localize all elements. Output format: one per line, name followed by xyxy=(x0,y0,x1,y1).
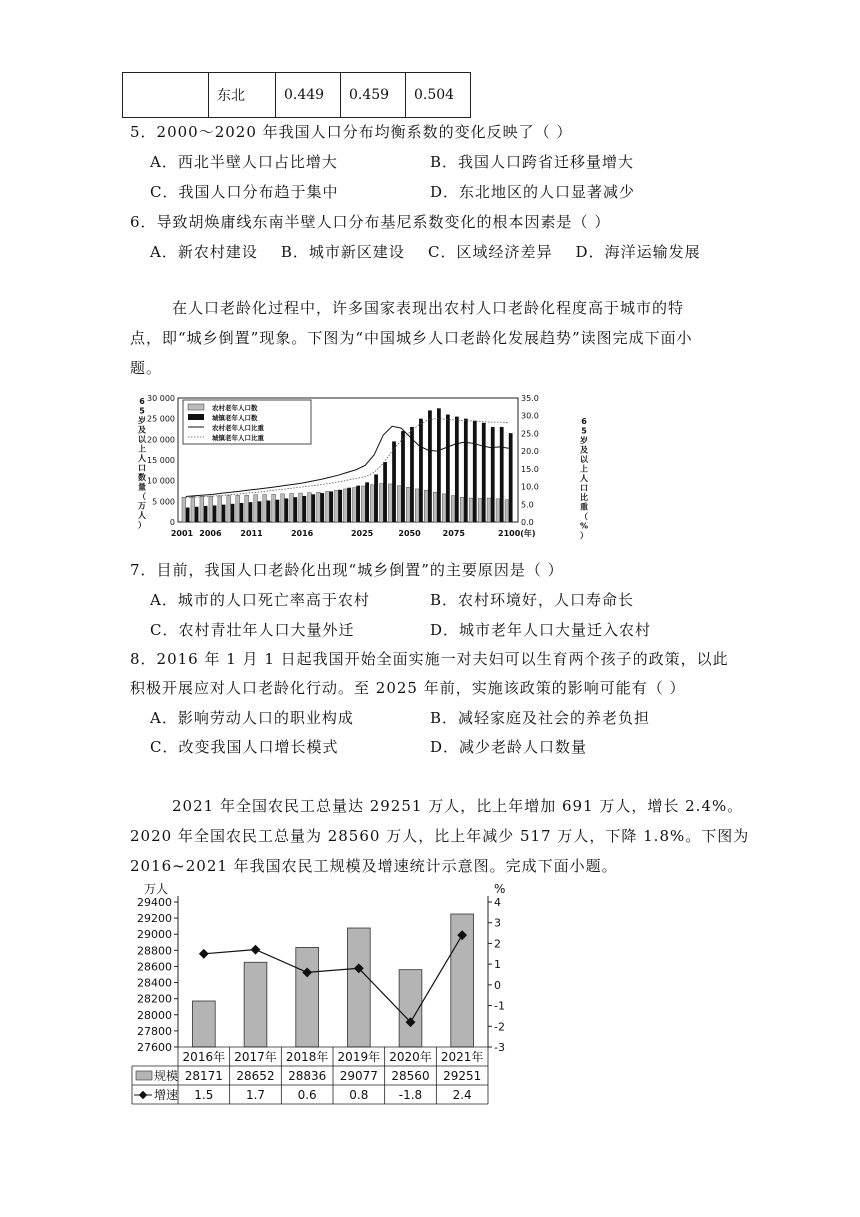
right-tick-label: 3 xyxy=(494,916,501,930)
data-label: 1.7 xyxy=(245,1088,266,1102)
rural-count-bar xyxy=(299,493,303,522)
right-axis-label-char: 及 xyxy=(580,445,588,455)
urban-count-bar xyxy=(240,503,244,522)
scale-bar xyxy=(347,928,370,1047)
left-unit-label: 万人 xyxy=(144,882,169,896)
right-tick-label: 0.0 xyxy=(521,518,534,527)
right-axis-label-char: % xyxy=(579,521,589,531)
data-label: 0.6 xyxy=(297,1088,317,1102)
left-tick-label: 27600 xyxy=(137,1041,172,1054)
q8-option-b[interactable]: B．减轻家庭及社会的养老负担 xyxy=(430,709,651,727)
left-tick-label: 29200 xyxy=(137,912,172,926)
left-tick-label: 5 000 xyxy=(152,497,175,507)
q5-option-d[interactable]: D．东北地区的人口显著减少 xyxy=(430,183,636,201)
passage-2-line: 2020 年全国农民工总量为 28560 万人，比上年减少 517 万人，下降 1.8%。下图为 xyxy=(130,827,750,845)
left-axis-label-char: （ xyxy=(138,492,146,501)
passage-1-line: 在人口老龄化过程中，许多国家表现出农村人口老龄化程度高于城市的特 xyxy=(172,299,685,317)
x-tick-label: 2025 xyxy=(350,529,374,538)
urban-count-bar xyxy=(204,506,208,522)
right-tick-label: 2 xyxy=(494,937,501,951)
left-axis-label-char: 及 xyxy=(138,425,146,435)
passage-1-line: 点，即“城乡倒置”现象。下图为“中国城乡人口老龄化发展趋势”读图完成下面小 xyxy=(130,329,693,347)
coefficient-table xyxy=(122,72,471,118)
left-axis-label-char: 人 xyxy=(138,454,146,463)
right-tick-label: 15.0 xyxy=(521,464,539,474)
question-7-stem: 7．目前，我国人口老龄化出现“城乡倒置”的主要原因是（ ） xyxy=(130,561,564,579)
urban-count-bar xyxy=(249,502,253,522)
left-tick-label: 25 000 xyxy=(147,414,175,424)
q8-option-d[interactable]: D．减少老龄人口数量 xyxy=(430,738,588,756)
left-axis-label-char: 6 xyxy=(139,397,145,406)
rural-count-bar xyxy=(254,495,258,522)
urban-count-bar xyxy=(392,441,396,522)
line-group xyxy=(199,930,467,1027)
rural-count-bar xyxy=(505,500,509,522)
right-axis-label-char: 6 xyxy=(581,417,587,426)
urban-count-bar xyxy=(231,504,235,522)
urban-count-bar xyxy=(267,501,271,522)
rural-count-bar xyxy=(218,496,222,522)
right-unit-label: % xyxy=(494,882,506,896)
left-tick-label: 30 000 xyxy=(147,394,175,403)
rural-count-bar xyxy=(478,498,482,522)
left-axis-label-char: ） xyxy=(138,520,146,530)
category-label: 2020年 xyxy=(389,1050,432,1064)
series-name: 规模 xyxy=(154,1069,179,1083)
left-tick-label: 20 000 xyxy=(147,435,175,445)
urban-count-bar xyxy=(338,490,342,522)
right-axis-label-char: 以 xyxy=(580,455,588,464)
left-tick-label: 10 000 xyxy=(147,476,175,486)
right-axis-label xyxy=(580,417,589,540)
rural-count-bar xyxy=(245,495,249,522)
rural-count-bar xyxy=(236,495,240,522)
right-axis-label-char: ） xyxy=(580,531,588,540)
left-tick-label: 28200 xyxy=(137,992,172,1006)
urban-count-bar xyxy=(374,474,378,522)
urban-count-bar xyxy=(509,433,513,522)
right-tick-label: 0 xyxy=(494,978,501,992)
data-label: 2.4 xyxy=(452,1088,472,1102)
urban-count-bar xyxy=(275,500,279,522)
urban-count-bar xyxy=(311,494,315,522)
legend-swatch-urban xyxy=(188,414,204,420)
category-label: 2016年 xyxy=(182,1050,226,1064)
legend-swatch-rural xyxy=(188,404,204,410)
category-label: 2018年 xyxy=(285,1050,329,1064)
urban-count-bar xyxy=(437,408,441,522)
right-axis-label-char: 比 xyxy=(580,493,588,502)
rural-count-bar xyxy=(397,486,401,522)
right-axis-label-char: 重 xyxy=(580,502,588,512)
growth-line xyxy=(204,935,462,1022)
rural-count-bar xyxy=(370,485,374,522)
left-axis-label-char: 上 xyxy=(138,444,146,454)
right-tick-label: -2 xyxy=(494,1020,505,1034)
urban-count-bar xyxy=(446,415,450,522)
left-axis-label-char: 数 xyxy=(138,473,146,482)
legend-swatch-scale xyxy=(136,1071,152,1080)
table-cell-empty xyxy=(123,73,209,118)
right-axis-label-char: 上 xyxy=(580,464,588,474)
q7-option-c[interactable]: C．农村青壮年人口大量外迁 xyxy=(150,621,355,639)
rural-count-bar xyxy=(290,493,294,522)
passage-2-line: 2021 年全国农民工总量达 29251 万人，比上年增加 691 万人，增长 2.4%。 xyxy=(172,797,744,815)
passage-2-line: 2016~2021 年我国农民工规模及增速统计示意图。完成下面小题。 xyxy=(130,857,618,875)
q5-option-a[interactable]: A．西北半壁人口占比增大 xyxy=(150,153,338,171)
x-tick-label: 2100(年) xyxy=(498,529,536,538)
data-label: 29077 xyxy=(339,1069,378,1083)
rural-count-bar xyxy=(344,489,348,522)
q6-options[interactable]: A．新农村建设 B．城市新区建设 C．区域经济差异 D．海洋运输发展 xyxy=(150,243,701,261)
urban-count-bar xyxy=(347,488,351,522)
question-8-stem: 8．2016 年 1 月 1 日起我国开始全面实施一对夫妇可以生育两个孩子的政策，以此 xyxy=(130,650,729,668)
rural-count-bar xyxy=(352,488,356,522)
left-tick-label: 29400 xyxy=(137,896,172,909)
rural-count-bar xyxy=(379,484,383,522)
rural-count-bar xyxy=(272,494,276,522)
rural-count-bar xyxy=(227,496,231,522)
urban-count-bar xyxy=(293,497,297,522)
rural-count-bar xyxy=(263,495,267,522)
rural-count-bar xyxy=(469,498,473,522)
data-label: 28652 xyxy=(236,1069,275,1083)
urban-count-bar xyxy=(464,419,468,522)
urban-count-bar xyxy=(419,419,423,522)
data-label: 29251 xyxy=(443,1069,482,1083)
data-label: 28560 xyxy=(391,1069,430,1083)
rural-count-bar xyxy=(191,497,195,522)
left-tick-label: 28600 xyxy=(137,960,172,974)
urban-count-bar xyxy=(356,486,360,522)
rural-count-bar xyxy=(326,491,330,522)
category-label: 2017年 xyxy=(234,1050,277,1064)
rural-count-bar xyxy=(496,499,500,522)
rural-count-bar xyxy=(424,490,428,522)
left-axis-label-char: 人 xyxy=(138,511,146,520)
right-tick-label: 4 xyxy=(494,896,501,909)
legend-swatch-growth-marker xyxy=(139,1091,147,1099)
category-label: 2021年 xyxy=(440,1050,484,1064)
urban-count-bar xyxy=(302,496,306,522)
left-tick-label: 15 000 xyxy=(147,456,175,465)
data-label: -1.8 xyxy=(398,1088,423,1102)
urban-count-bar xyxy=(365,482,369,522)
right-axis-label-char: （ xyxy=(580,512,588,521)
data-label: 1.5 xyxy=(194,1088,214,1102)
data-label: 28836 xyxy=(288,1069,327,1083)
left-axis-label-char: 量 xyxy=(138,482,146,492)
left-axis-label-char: 口 xyxy=(138,463,146,473)
rural-count-bar xyxy=(361,486,365,522)
right-axis-label-char: 岁 xyxy=(580,436,588,445)
chart-frame xyxy=(174,896,492,1047)
rural-count-bar xyxy=(200,496,204,522)
bar-group xyxy=(192,914,473,1047)
right-tick-label: 30.0 xyxy=(521,411,539,421)
x-tick-label: 2011 xyxy=(240,529,263,538)
question-6-stem: 6．导致胡焕庸线东南半壁人口分布基尼系数变化的根本因素是（ ） xyxy=(130,213,611,231)
rural-count-bar xyxy=(182,497,186,522)
growth-point xyxy=(199,949,209,959)
legend-label: 城镇老年人口数 xyxy=(212,414,258,422)
left-axis-label-char: 万 xyxy=(138,501,146,511)
x-tick-label: 2001 xyxy=(170,529,194,538)
left-tick-label: 28800 xyxy=(137,944,172,958)
left-axis-label-char: 岁 xyxy=(138,416,146,425)
q7-option-b[interactable]: B．农村环境好，人口寿命长 xyxy=(430,591,635,609)
legend-label: 农村老年人口数 xyxy=(212,404,258,412)
right-axis-label-char: 人 xyxy=(580,474,588,483)
rural-count-bar xyxy=(335,490,339,522)
left-tick-label: 0 xyxy=(169,518,175,527)
legend-label: 农村老年人口比重 xyxy=(212,424,264,432)
right-tick-label: 1 xyxy=(494,958,501,972)
rural-count-bar xyxy=(406,487,410,522)
urban-count-bar xyxy=(473,421,477,522)
rural-count-bar xyxy=(209,496,213,522)
rural-count-bar xyxy=(442,494,446,522)
x-tick-label: 2075 xyxy=(442,529,465,538)
urban-count-bar xyxy=(329,491,333,522)
x-tick-label: 2016 xyxy=(290,529,314,538)
left-tick-label: 29000 xyxy=(137,928,172,942)
q8-option-a[interactable]: A．影响劳动人口的职业构成 xyxy=(150,709,354,727)
scale-bar xyxy=(244,962,267,1047)
urban-count-bar xyxy=(428,410,432,522)
urban-count-bar xyxy=(482,423,486,522)
data-label: 28171 xyxy=(184,1069,223,1083)
urban-count-bar xyxy=(320,493,324,522)
q8-option-c[interactable]: C．改变我国人口增长模式 xyxy=(150,738,339,756)
left-tick-label: 27800 xyxy=(137,1024,172,1038)
right-tick-label: 25.0 xyxy=(521,429,539,439)
category-label: 2019年 xyxy=(337,1050,381,1064)
table-cell-value: 0.459 xyxy=(341,73,406,118)
urban-count-bar xyxy=(195,507,199,522)
aging-trend-chart xyxy=(128,390,598,550)
scale-bar xyxy=(192,1001,215,1047)
urban-count-bar xyxy=(383,462,387,522)
migrant-worker-chart xyxy=(128,880,510,1112)
right-tick-label: 10.0 xyxy=(521,482,539,492)
rural-count-bar xyxy=(415,489,419,522)
table-cell-value: 0.449 xyxy=(276,73,341,118)
left-axis-label-char: 以 xyxy=(138,435,146,444)
right-tick-label: -3 xyxy=(494,1041,505,1054)
rural-count-bar xyxy=(317,492,321,522)
rural-count-bar xyxy=(460,497,464,522)
urban-count-bar xyxy=(284,498,288,522)
urban-count-bar xyxy=(222,505,226,522)
chart-legend xyxy=(183,400,311,444)
right-tick-label: 5.0 xyxy=(521,500,534,510)
right-axis-label-char: 5 xyxy=(581,426,587,436)
x-tick-label: 2006 xyxy=(199,529,222,538)
urban-count-bar xyxy=(186,508,190,522)
data-label: 0.8 xyxy=(349,1088,369,1102)
right-tick-label: 35.0 xyxy=(521,394,539,403)
question-5-stem: 5．2000～2020 年我国人口分布均衡系数的变化反映了（ ） xyxy=(130,123,573,141)
urban-count-bar xyxy=(410,427,414,522)
legend-label: 城镇老年人口比重 xyxy=(212,434,264,442)
urban-count-bar xyxy=(455,417,459,522)
right-tick-label: -1 xyxy=(494,999,505,1013)
urban-count-bar xyxy=(258,501,262,522)
left-axis-label-char: 5 xyxy=(139,406,145,416)
urban-count-bar xyxy=(491,427,495,522)
right-tick-label: 20.0 xyxy=(521,447,539,457)
x-tick-label: 2050 xyxy=(398,529,421,538)
rural-count-bar xyxy=(388,484,392,522)
data-table xyxy=(132,1047,488,1104)
passage-1-line: 题。 xyxy=(130,359,163,377)
rural-count-bar xyxy=(281,494,285,522)
scale-bar xyxy=(296,947,319,1047)
table-row xyxy=(123,73,471,118)
q5-option-b[interactable]: B．我国人口跨省迁移量增大 xyxy=(430,153,635,171)
left-axis-label xyxy=(138,397,147,530)
series-name: 增速 xyxy=(154,1088,179,1102)
rural-count-bar xyxy=(487,498,491,522)
left-tick-label: 28400 xyxy=(137,976,172,990)
table-cell-value: 0.504 xyxy=(406,73,471,118)
urban-count-bar xyxy=(401,431,405,522)
right-axis-label-char: 口 xyxy=(580,483,588,493)
rural-count-bar xyxy=(308,493,312,522)
q5-option-c[interactable]: C．我国人口分布趋于集中 xyxy=(150,183,339,201)
left-tick-label: 28000 xyxy=(137,1008,172,1022)
question-8-stem-cont: 积极开展应对人口老龄化行动。至 2025 年前，实施该政策的影响可能有（ ） xyxy=(130,679,686,697)
rural-count-bar xyxy=(451,496,455,522)
urban-count-bar xyxy=(213,505,217,522)
rural-count-bar xyxy=(433,492,437,522)
table-cell-region: 东北 xyxy=(209,73,276,118)
q7-option-a[interactable]: A．城市的人口死亡率高于农村 xyxy=(150,591,370,609)
q7-option-d[interactable]: D．城市老年人口大量迁入农村 xyxy=(430,621,652,639)
urban-count-bar xyxy=(500,427,504,522)
growth-point xyxy=(251,945,261,955)
